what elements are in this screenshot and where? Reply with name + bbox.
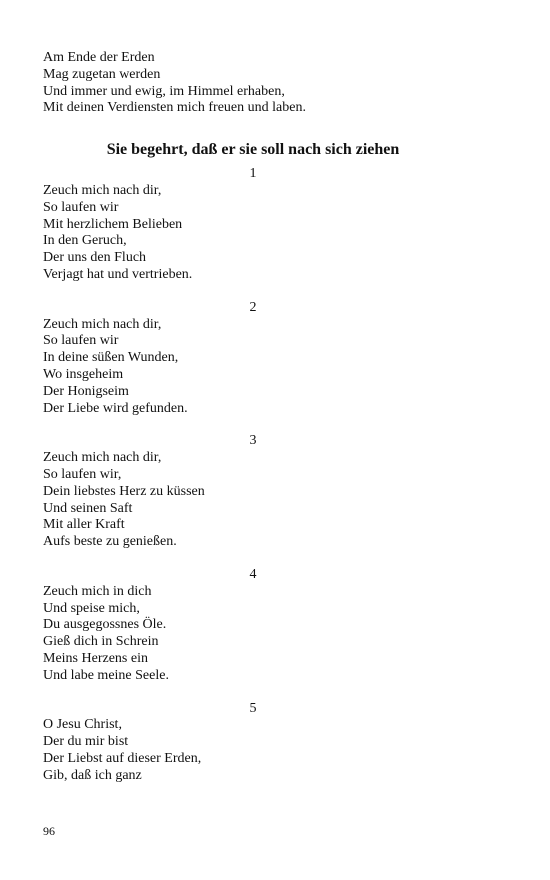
verse-line: Zeuch mich nach dir, <box>43 182 162 198</box>
verse-line: Dein liebstes Herz zu küssen <box>43 483 205 499</box>
stanza-number: 4 <box>249 566 257 582</box>
verse-line: So laufen wir <box>43 199 119 215</box>
poem-title: Sie begehrt, daß er sie soll nach sich ziehen <box>106 141 400 159</box>
verse-line: Und speise mich, <box>43 600 140 616</box>
verse-line: Der uns den Fluch <box>43 250 147 266</box>
page-content <box>43 50 463 784</box>
intro-line: Am Ende der Erden <box>43 50 155 65</box>
verse-line: In deine süßen Wunden, <box>43 350 179 366</box>
stanza-number: 3 <box>249 433 257 449</box>
stanza-3 <box>43 433 463 551</box>
verse-line: Der Liebe wird gefunden. <box>43 400 188 416</box>
stanza-1 <box>43 166 463 284</box>
verse-line: Zeuch mich in dich <box>43 583 152 599</box>
page-number: 96 <box>43 824 55 838</box>
verse-line: Meins Herzens ein <box>43 650 148 666</box>
verse-line: Du ausgegossnes Öle. <box>43 617 167 633</box>
verse-line: Gieß dich in Schrein <box>43 634 159 650</box>
verse-line: O Jesu Christ, <box>43 717 122 733</box>
verse-line: Zeuch mich nach dir, <box>43 450 162 466</box>
verse-line: Der Honigseim <box>43 383 129 399</box>
intro-line: Mit deinen Verdiensten mich freuen und laben. <box>43 100 306 116</box>
verse-line: So laufen wir, <box>43 466 122 482</box>
verse-line: Aufs beste zu genießen. <box>43 534 177 550</box>
verse-line: Wo insgeheim <box>43 366 124 382</box>
verse-line: Der Liebst auf dieser Erden, <box>43 750 202 766</box>
stanza-2 <box>43 300 463 418</box>
stanza-number: 1 <box>249 166 257 182</box>
intro-stanza <box>43 50 463 117</box>
verse-line: Gib, daß ich ganz <box>43 767 142 783</box>
verse-line: Und seinen Saft <box>43 500 133 516</box>
stanza-5 <box>43 701 463 785</box>
verse-line: Mit aller Kraft <box>43 517 125 533</box>
verse-line: So laufen wir <box>43 333 119 349</box>
intro-line: Und immer und ewig, im Himmel erhaben, <box>43 83 285 99</box>
verse-line: Und labe meine Seele. <box>43 667 169 683</box>
stanza-number: 2 <box>249 299 257 315</box>
verse-line: Der du mir bist <box>43 734 129 750</box>
stanza-number: 5 <box>249 700 257 716</box>
stanza-4 <box>43 567 463 685</box>
verse-line: Verjagt hat und vertrieben. <box>43 266 193 282</box>
verse-line: In den Geruch, <box>43 233 127 249</box>
verse-line: Mit herzlichem Belieben <box>43 216 183 232</box>
intro-line: Mag zugetan werden <box>43 66 161 82</box>
verse-line: Zeuch mich nach dir, <box>43 316 162 332</box>
